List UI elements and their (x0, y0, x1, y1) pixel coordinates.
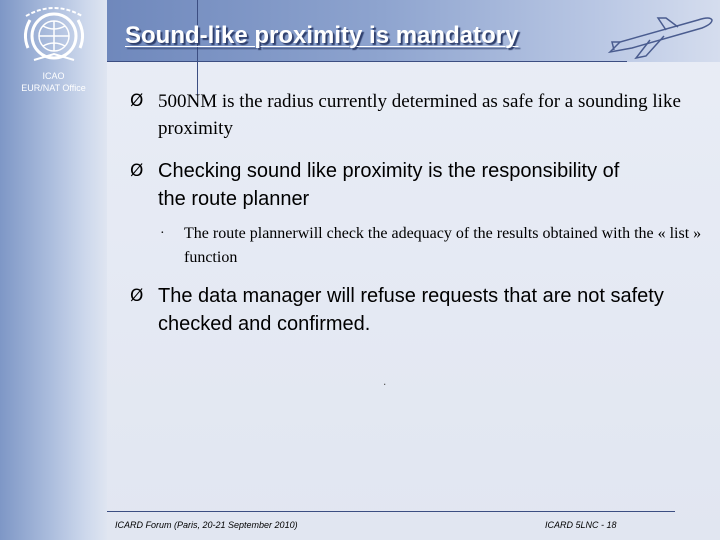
arrow-bullet-icon: Ø (130, 91, 144, 111)
arrow-bullet-icon: Ø (130, 161, 144, 181)
stray-dot: . (383, 374, 387, 388)
sub-bullet (160, 222, 704, 270)
bullet-responsibility (130, 157, 628, 213)
bullet-data-manager (130, 282, 706, 338)
page-title: Sound-like proximity is mandatory (125, 22, 519, 49)
sub-bullet-text: The route plannerwill check the adequacy of the results obtained with the « list » function (184, 225, 702, 266)
footer-event: ICARD Forum (Paris, 20-21 September 2010) (115, 520, 298, 530)
bullet-text: Checking sound like proximity is the responsibility of the route planner (158, 160, 620, 210)
org-label (0, 70, 107, 94)
content-area (107, 0, 720, 540)
org-label-line1: ICAO (42, 71, 65, 81)
bullet-text: The data manager will refuse requests that are not safety checked and confirmed. (158, 285, 664, 335)
airplane-icon (606, 12, 716, 62)
footer-page: ICARD 5LNC - 18 (545, 520, 617, 530)
bullet-radius (130, 88, 706, 142)
icao-emblem-icon (14, 4, 94, 66)
arrow-bullet-icon: Ø (130, 286, 144, 306)
bullet-text: 500NM is the radius currently determined as safe for a sounding like proximity (158, 91, 681, 139)
title-divider (107, 61, 627, 62)
org-label-line2: EUR/NAT Office (21, 83, 86, 93)
footer-divider (107, 511, 675, 512)
dot-bullet-icon: · (160, 226, 165, 241)
